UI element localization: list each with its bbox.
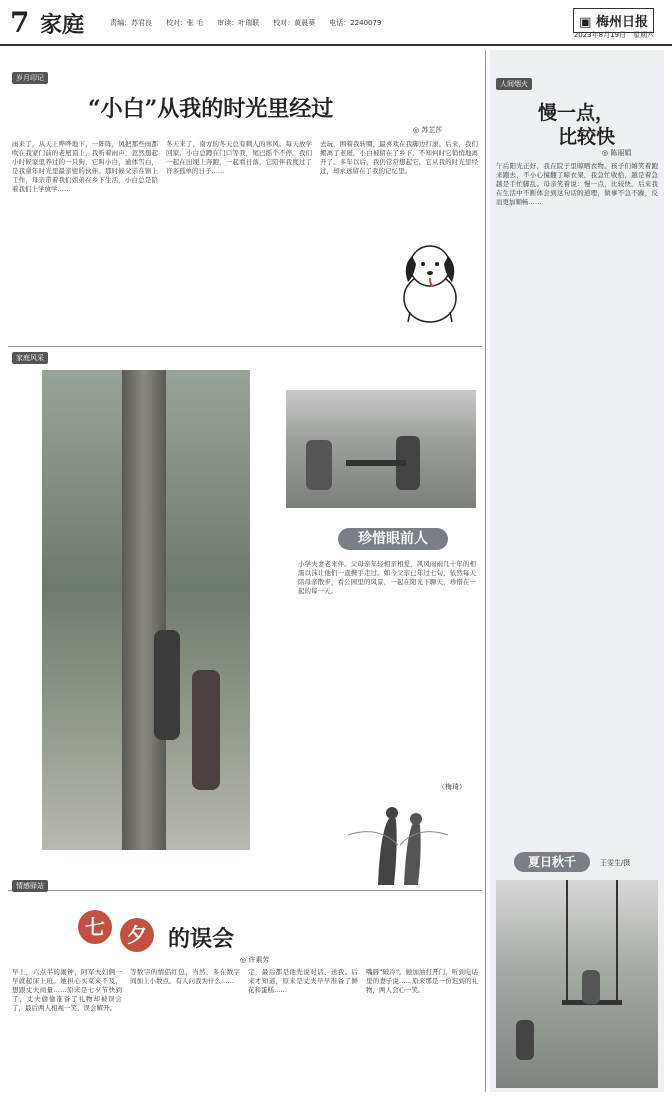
article2-title: 珍惜眼前人 [338, 528, 448, 550]
headline-char-xi: 夕 [120, 918, 154, 952]
swing-photo [496, 880, 658, 1088]
article-divider-2 [8, 890, 482, 891]
side1-body: 午后阳光正好，我在院子里晾晒衣物。孩子们嬉笑着跑来跑去，不小心撞翻了晾衣架，我急忙收拾，越是着急越是手忙脚乱。母亲笑着说：慢一点，比较快。后来我在生活中不断体会到这句话的道理，做事不急不躁，反而更加顺畅…… [496, 162, 658, 206]
side1-headline-line1: 慢一点， [538, 102, 615, 124]
person-figure-1 [154, 630, 180, 740]
side1-author: ◎ 陈丽娟 [602, 149, 632, 157]
qixi-silhouette-illustration [338, 795, 458, 895]
page-number: 7 [10, 6, 30, 39]
person-figure-2 [192, 670, 220, 790]
paper-name: 梅州日报 [595, 15, 648, 30]
newspaper-logo-icon: ▣ [579, 15, 592, 30]
section-title: 家庭 [40, 12, 85, 38]
article2-author: （梅琦） [438, 783, 466, 791]
article1-body-col1: 雨来了，从天上哗哗地下，一阵阵，风把那些雨都吹在我家门前的老屋顶上，我听着雨声，忽然想起小时候家里养过的一只狗，它叫小白，通体雪白，是我童年时光里最亲密的伙伴。那时候父亲在镇上工作，母亲带着我们姐弟在乡下生活，小白总是陪着我们上学放学…… [12, 140, 158, 193]
child-on-swing [582, 970, 600, 1004]
article1-tag: 岁月印记 [12, 72, 48, 84]
side2-title: 夏日秋千 [514, 852, 590, 872]
couple-garden-photo [286, 390, 476, 508]
article3-body-col1: 早上，六点半的闹钟，阿军夫妇俩一早就起床上班。她担心买菜来不及，想跟丈夫商量……原来是七夕节快到了，丈夫偷偷准备了礼物却被误会了，最后两人相视一笑，误会解开。 [12, 968, 122, 1012]
article1-body-col2: 冬天来了，南方的冬天总有刺人的寒风。每天放学回家，小白总蹲在门口等我，尾巴摇个不停。我们一起在田埂上奔跑，一起看日落，它陪伴我度过了许多孤单的日子…… [166, 140, 312, 175]
article3-headline-rest: 的误会 [168, 926, 235, 952]
side1-headline-line2: 比较快 [558, 126, 616, 148]
article2-tag: 家庭风采 [12, 352, 48, 364]
article3-body-col2: 等数字的情侣红包，当然，多在数字间加上小数点。有人问我为什么…… [130, 968, 240, 985]
article3-author: ◎ 许素芳 [240, 956, 270, 964]
issue-date: 2023年8月19日 星期六 [573, 31, 654, 39]
side1-tag: 人间烟火 [496, 78, 532, 90]
swing-rope-right [616, 880, 618, 1000]
article1-author: ◎ 苏芷莎 [413, 126, 443, 134]
side2-author: 王雯生/摄 [600, 859, 631, 867]
article3-body-col4: 嘴唇“破冷”。她加油打开门，听到电话里的妻子说……原来那是一份迟到的礼物，两人会心一笑。 [366, 968, 478, 994]
main-column [8, 50, 482, 1092]
article3-body-col3: 定，最后都是他先说对话、送我。后来才知道，原来是丈夫早早准备了鲜花和蛋糕…… [248, 968, 358, 994]
headline-char-qi: 七 [78, 910, 112, 944]
article1-body-col3: 去玩，围着我转圈，最喜欢在我脚边打滚。后来，我们搬离了老屋，小白被留在了乡下，不知何时它悄悄地离开了。多年以后，我仍常常想起它，它从我的时光里经过，却永远留在了我的记忆里。 [320, 140, 478, 175]
couple-tree-photo [42, 370, 250, 850]
article1-headline: “小白”从我的时光里经过 [88, 96, 334, 122]
tree-trunk [122, 370, 166, 850]
page-header [0, 0, 672, 46]
side-column [490, 50, 664, 1092]
table-shape [346, 460, 406, 466]
article2-body: 小学夫妻老来伴。父母亲年轻相亲相爱，风风雨雨几十年的相濡以沫让他们一直携手走过。如今父亲已年过七旬，依然每天陪母亲散步，看公园里的风景，一起在阳光下聊天，珍惜在一起的每一天。 [298, 560, 476, 595]
dog-illustration [388, 236, 474, 332]
column-divider [485, 50, 486, 1092]
swing-rope-left [566, 880, 568, 1000]
child-standing [516, 1020, 534, 1060]
article-divider [8, 346, 482, 347]
person-figure-3 [306, 440, 332, 490]
credits-line: 责编：苏君良 校对：张 毛 审读：叶瑞联 校对：黄晨葵 电话：2240079 [110, 19, 382, 27]
article3-tag: 情感驿站 [12, 880, 48, 892]
